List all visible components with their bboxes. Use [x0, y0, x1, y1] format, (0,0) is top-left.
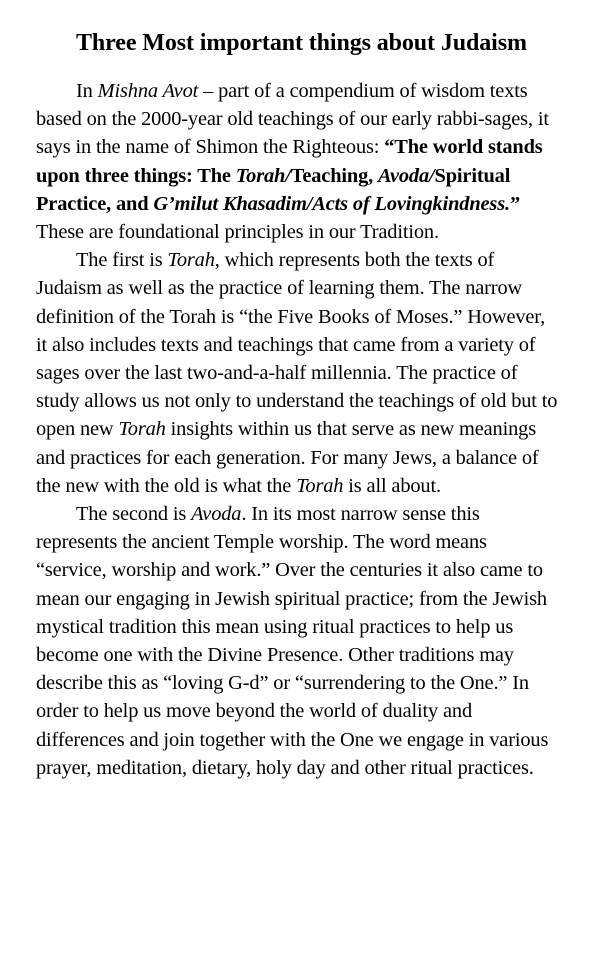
text-run: is all about.	[343, 474, 441, 497]
text-run: The second is	[76, 503, 192, 526]
text-run: ”	[509, 192, 520, 215]
text-run: Spiritual Practice, and	[36, 164, 511, 215]
text-run: Torah/	[235, 164, 291, 187]
paragraph-torah	[36, 246, 560, 500]
text-run: In	[76, 80, 98, 102]
text-run: “The world stands upon three things: The	[36, 136, 543, 187]
text-run: – part of a compendium of wisdom texts based on the 2000-year old teachings of our early rabbi-sages, it says in the name of Shimon the Righteous:	[36, 80, 549, 159]
paragraph-mishna-avot	[36, 77, 560, 246]
text-run: The first is	[76, 249, 168, 272]
text-run: These are foundational principles in our Tradition.	[36, 221, 439, 244]
text-run: insights within us that serve as new meanings and practices for each generation. For many Jews, a balance of the new with the old is what the	[36, 418, 539, 497]
document-title: Three Most important things about Judaism	[76, 30, 527, 56]
text-run: Avoda/	[378, 164, 435, 187]
text-run: . In its most narrow sense this represents the ancient Temple worship. The word means “service, worship and work.” Over the centuries it also came to mean our engaging in Jewish spiritual practice; from the Jewish mystical tradition this mean using ritual practices to help us become one with the Divine Presence. Other traditions may describe this as “loving G-d” or “surrendering to the One.” In order to help us move beyond the world of duality and differences and join together with the One we engage in various prayer, meditation, dietary, holy day and other ritual practices.	[36, 503, 549, 779]
text-run: Torah	[167, 249, 215, 272]
text-run: Mishna Avot	[97, 80, 199, 102]
text-run: G’milut Khasadim/Acts of Lovingkindness.	[153, 192, 510, 215]
text-run: Torah	[118, 418, 166, 441]
paragraph-avoda	[36, 500, 560, 782]
text-run: , which represents both the texts of Judaism as well as the practice of learning them. The narrow definition of the Torah is “the Five Books of Moses.” However, it also includes texts and teachings that came from a variety of sages over the last two-and-a-half millennia. The practice of study allows us not only to understand the teachings of old but to open new	[36, 249, 558, 441]
text-run: Avoda	[191, 503, 242, 526]
text-run: Torah	[296, 474, 344, 497]
text-run: Teaching,	[290, 164, 379, 187]
